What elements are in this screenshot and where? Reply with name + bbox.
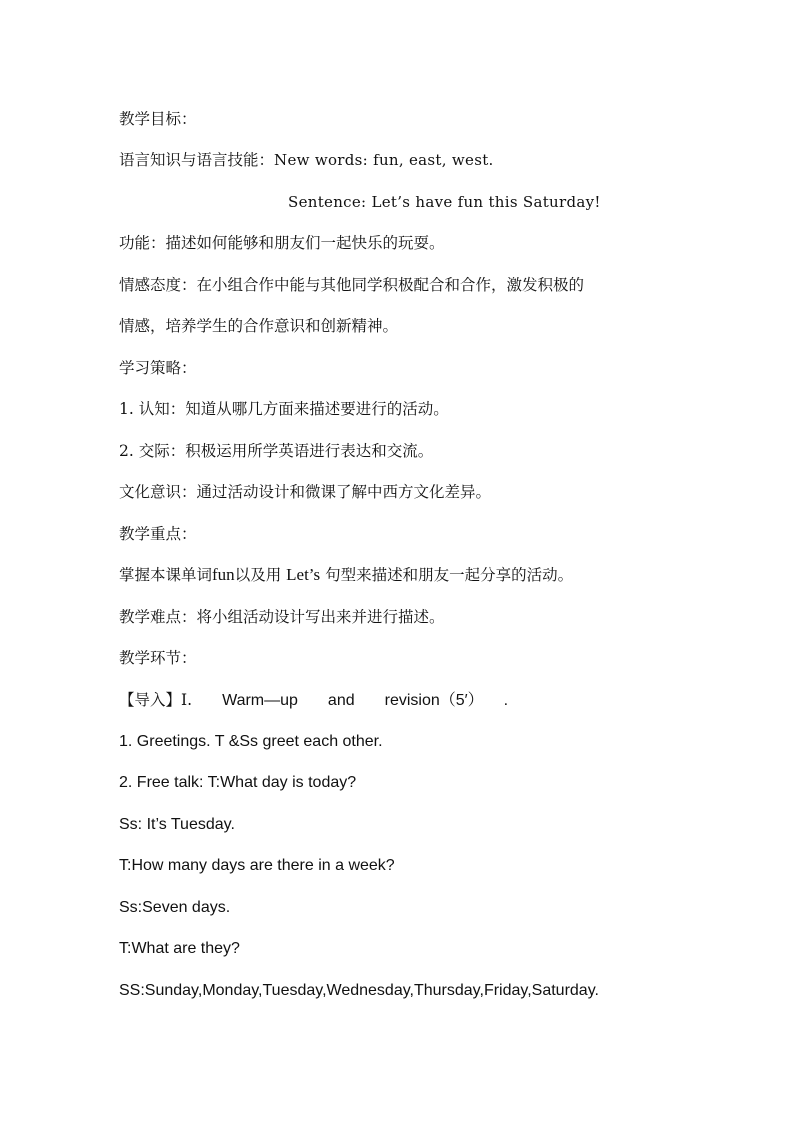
function-line: 功能：描述如何能够和朋友们一起快乐的玩耍。: [119, 234, 445, 252]
sentence-line: Sentence: Let’s have fun this Saturday!: [288, 193, 601, 211]
difficult-points-line: 教学难点：将小组活动设计写出来并进行描述。: [119, 608, 445, 626]
greetings-line: 1. Greetings. T &Ss greet each other.: [119, 733, 383, 750]
emotion-line-2: 情感，培养学生的合作意识和创新精神。: [119, 317, 399, 335]
language-skills-line: [119, 149, 494, 171]
new-words-text: New words: fun, east, west.: [274, 151, 494, 169]
period-mark: .: [503, 692, 509, 709]
key-points-text-e: 句型来描述和朋友一起分享的活动。: [325, 566, 574, 584]
and-word: and: [327, 692, 355, 709]
heading-learning-strategy: 学习策略：: [119, 359, 197, 377]
what-are-they-line: T:What are they?: [119, 940, 240, 957]
key-points-text-c: 以及用: [234, 566, 282, 584]
days-in-week-line: T:How many days are there in a week?: [119, 857, 395, 874]
free-talk-line: 2. Free talk: T:What day is today?: [119, 774, 357, 791]
language-skills-label: 语言知识与语言技能：: [119, 151, 275, 169]
warmup-heading-line: [119, 689, 508, 712]
key-word-lets: Let’s: [286, 565, 321, 584]
heading-key-points: 教学重点：: [119, 525, 197, 543]
key-points-text-a: 掌握本课单词: [119, 566, 213, 584]
seven-days-line: Ss:Seven days.: [119, 899, 231, 916]
revision-word: revision（5′）: [384, 692, 484, 709]
warmup-word: Warm—up: [222, 692, 298, 709]
heading-teaching-steps: 教学环节：: [119, 649, 197, 667]
lead-in-label: 【导入】Ⅰ.: [119, 691, 193, 709]
emotion-line-1: 情感态度：在小组合作中能与其他同学积极配合和合作，激发积极的: [119, 276, 585, 294]
days-list-line: SS:Sunday,Monday,Tuesday,Wednesday,Thursday,Friday,Saturday.: [119, 982, 599, 999]
strategy-item-2: 2. 交际：积极运用所学英语进行表达和交流。: [119, 442, 434, 460]
ss-tuesday-line: Ss: It’s Tuesday.: [119, 816, 235, 833]
strategy-item-1: 1. 认知：知道从哪几方面来描述要进行的活动。: [119, 400, 449, 418]
key-word-fun: fun: [212, 565, 235, 584]
heading-teaching-goals: 教学目标：: [119, 110, 197, 128]
key-points-line: [119, 564, 573, 586]
culture-awareness-line: 文化意识：通过活动设计和微课了解中西方文化差异。: [119, 483, 492, 501]
